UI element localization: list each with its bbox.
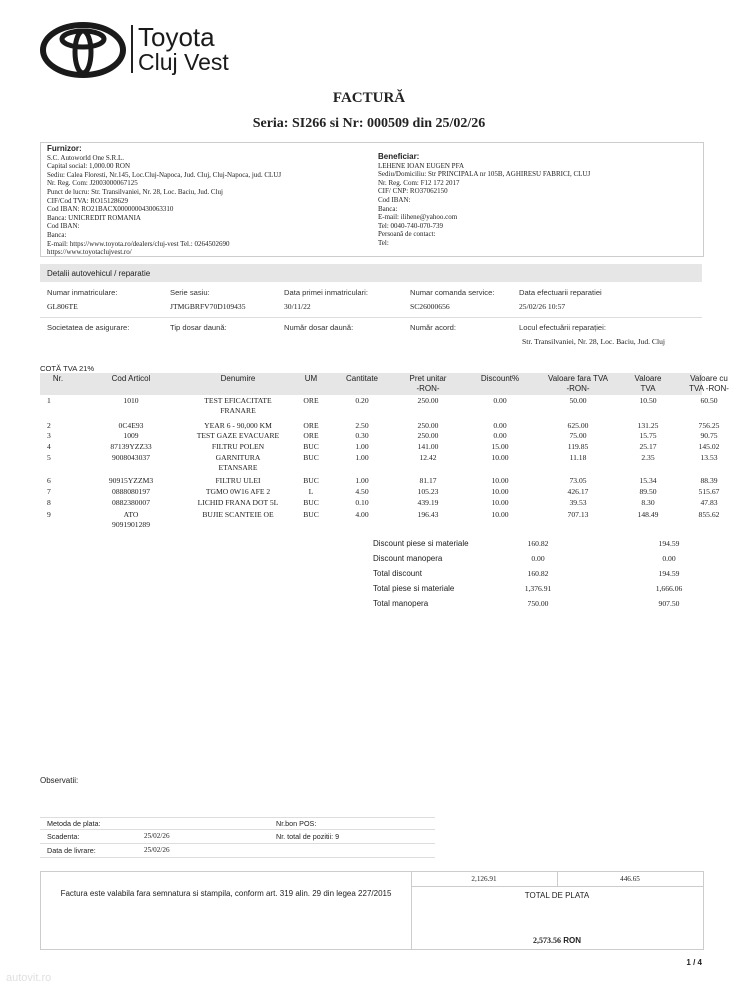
table-cell: ATO 9091901289 [112, 510, 150, 529]
supplier-line: Cod IBAN: [47, 222, 80, 231]
summary-value-gross: 0.00 [662, 554, 676, 563]
table-cell: 250.00 [417, 431, 439, 440]
client-line: Sediu/Domiciliu: Str PRINCIPALA nr 105B, AGHIRESU FABRICI, CLUJ [378, 170, 591, 179]
table-cell: TEST EFICACITATE FRANARE [204, 396, 272, 415]
divider [40, 857, 435, 858]
supplier-line: E-mail: https://www.toyota.ro/dealers/cluj-vest Tel.: 0264502690 [47, 239, 230, 248]
table-cell: 1009 [123, 431, 139, 440]
table-cell: LICHID FRANA DOT 5L [197, 498, 279, 507]
table-cell: BUC [303, 442, 319, 451]
table-cell: BUC [303, 476, 319, 485]
vehicle-field-label: Data efectuarii reparatiei [519, 288, 602, 297]
table-cell: 2.50 [355, 421, 369, 430]
table-cell: 12.42 [419, 453, 437, 462]
summary-label: Total piese si materiale [373, 584, 455, 593]
supplier-line: Nr. Reg. Com: J2003000067125 [47, 179, 138, 188]
client-line: E-mail: ilihene@yahoo.com [378, 213, 458, 222]
vehicle-field-value: 30/11/22 [284, 302, 311, 311]
repair-location: Str. Transilvaniei, Nr. 28, Loc. Baciu, Jud. Cluj [522, 337, 666, 346]
table-header-cell: Cantitate [345, 374, 379, 383]
table-cell: 47.83 [700, 498, 718, 507]
table-cell: BUC [303, 510, 319, 519]
total-amount: 2,573.56 [532, 936, 561, 945]
table-cell: 8 [47, 498, 51, 507]
divider [40, 817, 435, 818]
vehicle-field-label: Număr dosar daună: [284, 323, 354, 332]
client-lines [378, 162, 698, 248]
vehicle-section-header [40, 264, 702, 282]
table-cell: 60.50 [700, 396, 718, 405]
table-cell: 0.00 [493, 431, 507, 440]
total-without-vat: 2,126.91 [471, 875, 497, 883]
supplier-line: Capital social: 1,000.00 RON [47, 162, 131, 171]
table-cell: 855.62 [698, 510, 720, 519]
table-cell: 426.17 [567, 487, 589, 496]
supplier-line: https://www.toyotaclujvest.ro/ [47, 248, 132, 257]
table-cell: 87139YZZ33 [110, 442, 152, 451]
supplier-block [47, 145, 367, 257]
table-cell: 4.50 [355, 487, 369, 496]
table-cell: 90.75 [700, 431, 718, 440]
page-number: 1 / 4 [686, 958, 702, 967]
table-cell: 9 [47, 510, 51, 519]
table-cell: ORE [303, 421, 319, 430]
table-cell: 1 [47, 396, 51, 405]
vehicle-field-label: Locul efectuării reparației: [519, 323, 606, 332]
divider [40, 829, 435, 830]
table-cell: 1.00 [355, 453, 369, 462]
client-line: Tel: [378, 238, 389, 247]
table-cell: 3 [47, 431, 51, 440]
parties-box [40, 142, 704, 257]
watermark: autovit.ro [6, 972, 52, 984]
supplier-line: Banca: UNICREDIT ROMANIA [47, 213, 141, 222]
toyota-emblem-icon [40, 22, 126, 78]
vehicle-field-label: Numar inmatriculare: [47, 288, 118, 297]
table-cell: BUC [303, 453, 319, 462]
supplier-line: CIF/Cod TVA: RO15128629 [47, 196, 129, 205]
vehicle-field-label: Societatea de asigurare: [47, 323, 130, 332]
table-cell: 756.25 [698, 421, 720, 430]
client-line: LEHENE IOAN EUGEN PFA [378, 161, 464, 170]
table-cell: 105.23 [417, 487, 439, 496]
vehicle-field-value: 25/02/26 10:57 [519, 302, 566, 311]
table-cell: 15.75 [639, 431, 657, 440]
delivery-date-label: Data de livrare: [47, 846, 96, 855]
table-cell: 4.00 [355, 510, 369, 519]
total-label: TOTAL DE PLATA [524, 891, 590, 900]
table-cell: 0.20 [355, 396, 369, 405]
total-amount-line [411, 936, 703, 945]
table-cell: 13.53 [700, 453, 718, 462]
vehicle-field-value: JTMGBRFV70D109435 [170, 302, 246, 311]
table-header-cell: Pret unitar -RON- [409, 374, 447, 393]
vehicle-field-label: Tip dosar daună: [170, 323, 227, 332]
dealer-logo [40, 22, 260, 78]
table-header-cell: Cod Articol [111, 374, 151, 383]
table-cell: 0.00 [493, 421, 507, 430]
client-line: Nr. Reg. Com: F12 172 2017 [378, 178, 460, 187]
table-cell: TEST GAZE EVACUARE [196, 431, 280, 440]
table-cell: 90915YZZM3 [108, 476, 154, 485]
table-header-cell: Valoare fara TVA -RON- [547, 374, 609, 393]
table-cell: 7 [47, 487, 51, 496]
summary-label: Total discount [373, 569, 422, 578]
invoice-title: FACTURĂ [332, 90, 406, 106]
client-heading: Beneficiar: [378, 152, 420, 161]
table-cell: 0888080197 [112, 487, 150, 496]
table-cell: 0.10 [355, 498, 369, 507]
table-cell: 196.43 [417, 510, 439, 519]
summary-value-gross: 1,666.06 [655, 584, 683, 593]
table-cell: 1.00 [355, 442, 369, 451]
table-cell: 707.13 [567, 510, 589, 519]
table-cell: 81.17 [419, 476, 437, 485]
summary-value-net: 750.00 [527, 599, 549, 608]
table-cell: 141.00 [417, 442, 439, 451]
pos-label: Nr.bon POS: [276, 819, 317, 828]
summary-value-gross: 194.59 [658, 539, 680, 548]
supplier-lines [47, 154, 367, 257]
totals-top-row [411, 872, 703, 887]
table-cell: 11.18 [569, 453, 587, 462]
client-block [378, 153, 698, 248]
table-cell: 250.00 [417, 396, 439, 405]
vehicle-field-label: Data primei inmatriculari: [284, 288, 368, 297]
invoice-series: Seria: SI266 si Nr: 000509 din 25/02/26 [252, 116, 486, 131]
table-cell: 10.00 [491, 453, 509, 462]
table-cell: 25.17 [639, 442, 657, 451]
supplier-line: Banca: [47, 230, 67, 239]
table-cell: 8.30 [641, 498, 655, 507]
divider [40, 317, 702, 318]
table-cell: FILTRU ULEI [215, 476, 261, 485]
summary-value-gross: 194.59 [658, 569, 680, 578]
totals-box [40, 871, 704, 950]
table-cell: 2 [47, 421, 51, 430]
table-header-cell: Nr. [52, 374, 64, 383]
validity-note: Factura este valabila fara semnatura si stampila, conform art. 319 alin. 29 din legea 227/2015 [60, 889, 392, 898]
vehicle-section-title: Detalii autovehicul / reparatie [47, 269, 151, 278]
vehicle-field-value: GL806TE [47, 302, 78, 311]
divider [40, 843, 435, 844]
table-cell: 15.00 [491, 442, 509, 451]
table-cell: 75.00 [569, 431, 587, 440]
client-line: CIF/ CNP: RO37062150 [378, 187, 448, 196]
client-line: Tel: 0040-740-070-739 [378, 221, 444, 230]
table-cell: L [308, 487, 314, 496]
supplier-line: Punct de lucru: Str. Transilvaniei, Nr. 28, Loc. Baciu, Jud. Cluj [47, 187, 223, 196]
table-cell: 148.49 [637, 510, 659, 519]
table-cell: 10.00 [491, 487, 509, 496]
summary-label: Discount manopera [373, 554, 443, 563]
client-line: Persoană de contact: [378, 230, 436, 239]
table-cell: 88.39 [700, 476, 718, 485]
table-header-cell: Denumire [220, 374, 256, 383]
table-cell: 1.00 [355, 476, 369, 485]
table-header-cell: UM [304, 374, 318, 383]
summary-value-net: 160.82 [527, 539, 549, 548]
table-cell: 10.00 [491, 476, 509, 485]
table-cell: 9008043037 [112, 453, 150, 462]
table-cell: 50.00 [569, 396, 587, 405]
due-date: 25/02/26 [144, 832, 170, 840]
table-cell: 625.00 [567, 421, 589, 430]
summary-value-net: 1,376.91 [524, 584, 552, 593]
vat-rate: COTĂ TVA 21% [40, 364, 95, 373]
vehicle-field-label: Număr acord: [410, 323, 457, 332]
table-cell: ORE [303, 396, 319, 405]
positions-count: Nr. total de pozitii: 9 [276, 832, 340, 841]
table-cell: 1010 [123, 396, 139, 405]
table-cell: 10.50 [639, 396, 657, 405]
table-cell: YEAR 6 - 90,000 KM [204, 421, 272, 430]
table-header-cell: Discount% [480, 374, 520, 383]
table-cell: 4 [47, 442, 51, 451]
table-cell: 250.00 [417, 421, 439, 430]
table-cell: 0.00 [493, 396, 507, 405]
dealer-name: Cluj Vest [138, 49, 229, 75]
client-line: Cod IBAN: [378, 195, 411, 204]
table-cell: 0C4E93 [118, 421, 144, 430]
table-cell: TGMO 0W16 AFE 2 [205, 487, 271, 496]
vehicle-field-label: Serie sasiu: [170, 288, 210, 297]
table-cell: 73.05 [569, 476, 587, 485]
summary-value-net: 0.00 [531, 554, 545, 563]
table-cell: 439.19 [417, 498, 439, 507]
table-cell: ORE [303, 431, 319, 440]
table-cell: 2.35 [641, 453, 655, 462]
table-cell: BUJIE SCANTEIE OE [202, 510, 274, 519]
table-cell: 6 [47, 476, 51, 485]
summary-value-gross: 907.50 [658, 599, 680, 608]
total-vat: 446.65 [620, 875, 640, 883]
table-cell: 10.00 [491, 498, 509, 507]
table-cell: 515.67 [698, 487, 720, 496]
table-cell: 39.53 [569, 498, 587, 507]
vehicle-field-value: SC26000656 [410, 302, 450, 311]
supplier-line: Cod IBAN: RO21BACX0000000430063310 [47, 205, 174, 214]
table-cell: 15.34 [639, 476, 657, 485]
total-currency: RON [563, 936, 581, 945]
logo-divider [131, 25, 133, 73]
table-cell: 10.00 [491, 510, 509, 519]
summary-label: Discount piese si materiale [373, 539, 469, 548]
delivery-date: 25/02/26 [144, 846, 170, 854]
table-cell: 131.25 [637, 421, 659, 430]
supplier-line: Sediu: Calea Floresti, Nr.145, Loc.Cluj-Napoca, Jud. Cluj, Cluj-Napoca, jud. CLUJ [47, 170, 282, 179]
table-cell: 145.02 [698, 442, 720, 451]
vehicle-field-label: Numar comanda service: [410, 288, 495, 297]
summary-value-net: 160.82 [527, 569, 549, 578]
table-cell: BUC [303, 498, 319, 507]
brand-name: Toyota [138, 22, 215, 52]
validity-cell [41, 872, 412, 949]
table-cell: 89.50 [639, 487, 657, 496]
table-cell: FILTRU POLEN [211, 442, 265, 451]
client-line: Banca: [378, 204, 398, 213]
supplier-line: S.C. Autoworld One S.R.L. [47, 153, 125, 162]
table-cell: 119.85 [567, 442, 589, 451]
table-cell: 0.30 [355, 431, 369, 440]
supplier-heading: Furnizor: [47, 144, 82, 153]
table-cell: 5 [47, 453, 51, 462]
table-cell: 0882380007 [112, 498, 150, 507]
table-header-cell: Valoare cu TVA -RON- [689, 374, 729, 393]
due-date-label: Scadenta: [47, 832, 80, 841]
payment-method-label: Metoda de plata: [47, 819, 101, 828]
observations-label: Observatii: [40, 776, 79, 785]
summary-label: Total manopera [373, 599, 429, 608]
table-header-cell: Valoare TVA [634, 374, 662, 393]
table-cell: GARNITURA ETANSARE [215, 453, 261, 472]
items-table-header [40, 373, 729, 395]
